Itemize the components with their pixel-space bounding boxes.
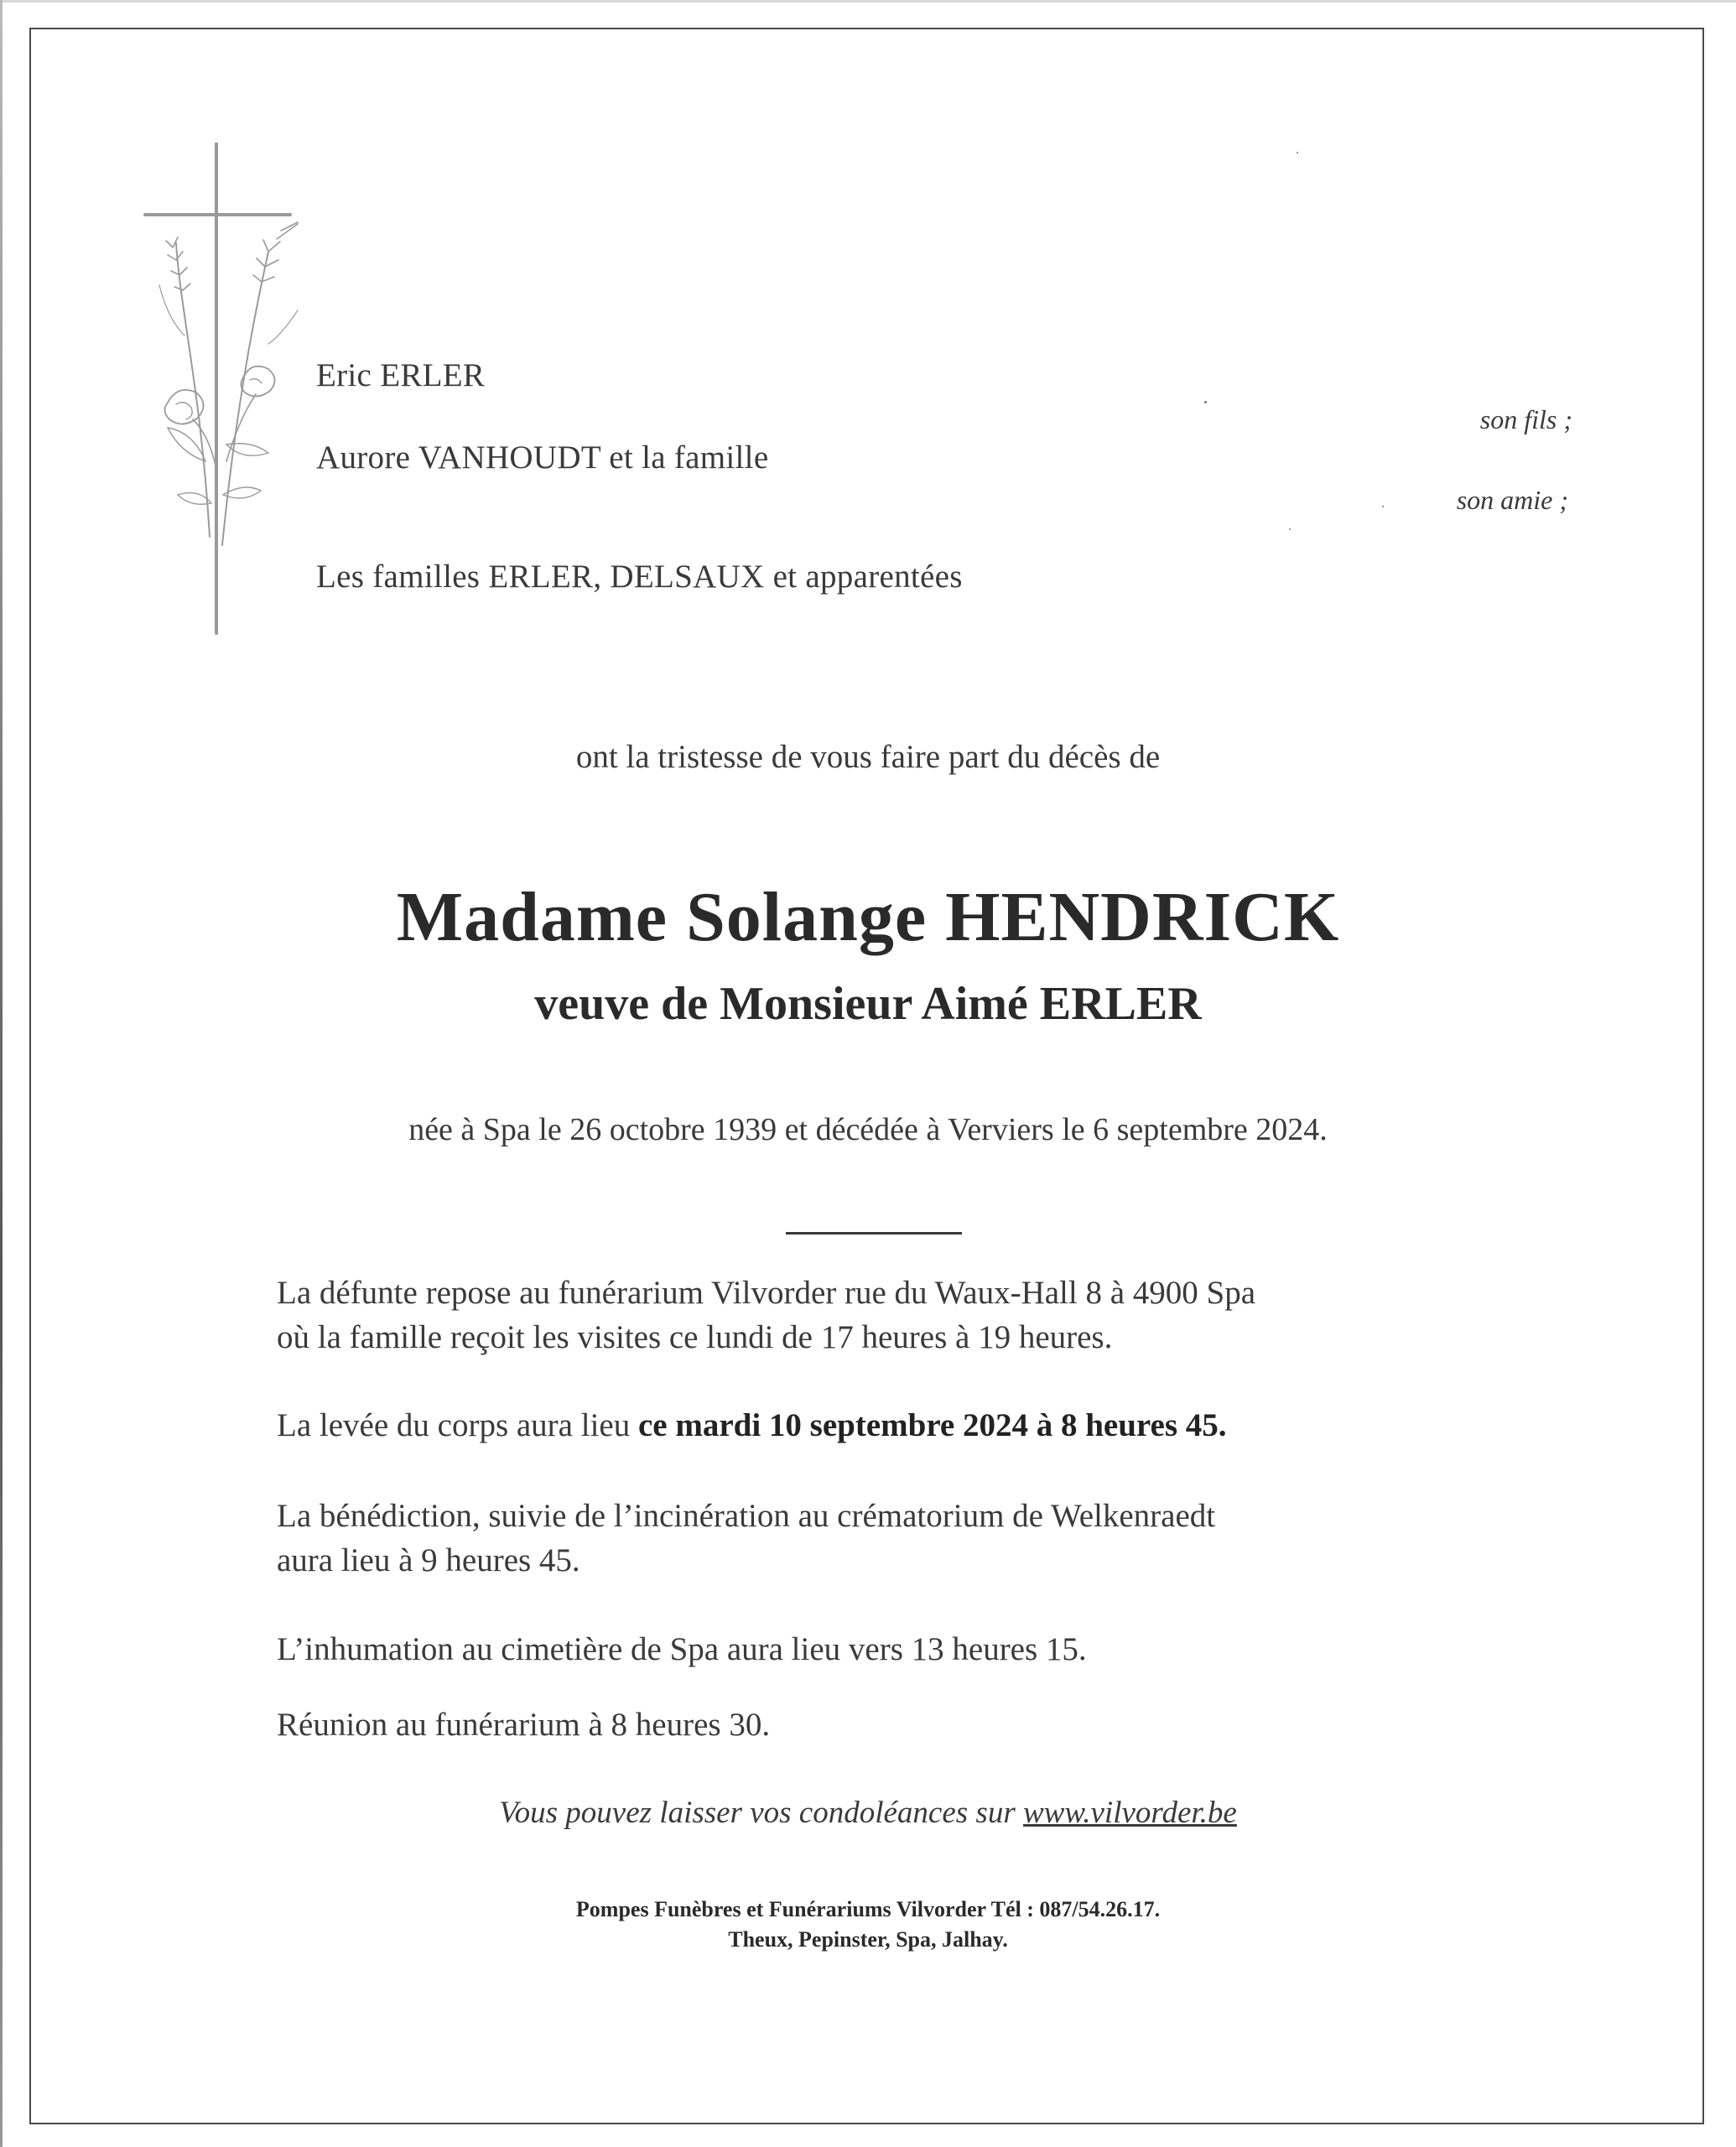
condolences-line: [0, 1795, 1736, 1831]
repose-line-2: où la famille reçoit les visites ce lundi de 17 heures à 19 heures.: [277, 1319, 1113, 1355]
announcement-intro: ont la tristesse de vous faire part du décès de: [575, 739, 1161, 775]
separator-rule: [786, 1232, 962, 1235]
scan-edge-top: [0, 0, 1736, 3]
condolences-link[interactable]: www.vilvorder.be: [1022, 1796, 1237, 1830]
benediction-line-2: aura lieu à 9 heures 45.: [277, 1542, 580, 1578]
birth-death-dates: née à Spa le 26 octobre 1939 et décédée à Verviers le 6 septembre 2024.: [408, 1112, 1328, 1147]
family-member-2: Aurore VANHOUDT et la famille: [316, 439, 769, 476]
cross-with-wheat-and-flowers-icon: [143, 143, 335, 637]
repose-line-1: La défunte repose au funérarium Vilvorder rue du Waux-Hall 8 à 4900 Spa: [277, 1275, 1256, 1311]
family-member-3: Les familles ERLER, DELSAUX et apparentées: [316, 559, 963, 595]
family-role-2: son amie ;: [1456, 485, 1568, 515]
levee-date-time: ce mardi 10 septembre 2024 à 8 heures 45.: [637, 1407, 1227, 1443]
footer-line-2: Theux, Pepinster, Spa, Jalhay.: [728, 1927, 1008, 1952]
deceased-name: Madame Solange HENDRICK: [396, 878, 1340, 956]
widow-of: veuve de Monsieur Aimé ERLER: [534, 978, 1202, 1030]
condolences-text: Vous pouvez laisser vos condoléances sur: [499, 1796, 1023, 1830]
footer-line-1: Pompes Funèbres et Funérariums Vilvorder Tél : 087/54.26.17.: [575, 1897, 1161, 1921]
levee-prefix: La levée du corps aura lieu: [277, 1407, 638, 1443]
scan-speck: [1289, 528, 1291, 530]
family-role-1: son fils ;: [1479, 404, 1572, 434]
reunion-line: Réunion au funérarium à 8 heures 30.: [277, 1707, 771, 1743]
scan-speck: [1382, 506, 1384, 507]
family-member-1: Eric ERLER: [316, 357, 486, 393]
benediction-line-1: La bénédiction, suivie de l’incinération au crématorium de Welkenraedt: [277, 1498, 1216, 1534]
inhumation-line: L’inhumation au cimetière de Spa aura lieu vers 13 heures 15.: [277, 1631, 1087, 1667]
levee-paragraph: [277, 1403, 1227, 1448]
scan-speck: [1297, 152, 1298, 153]
scan-speck: [1204, 401, 1207, 403]
